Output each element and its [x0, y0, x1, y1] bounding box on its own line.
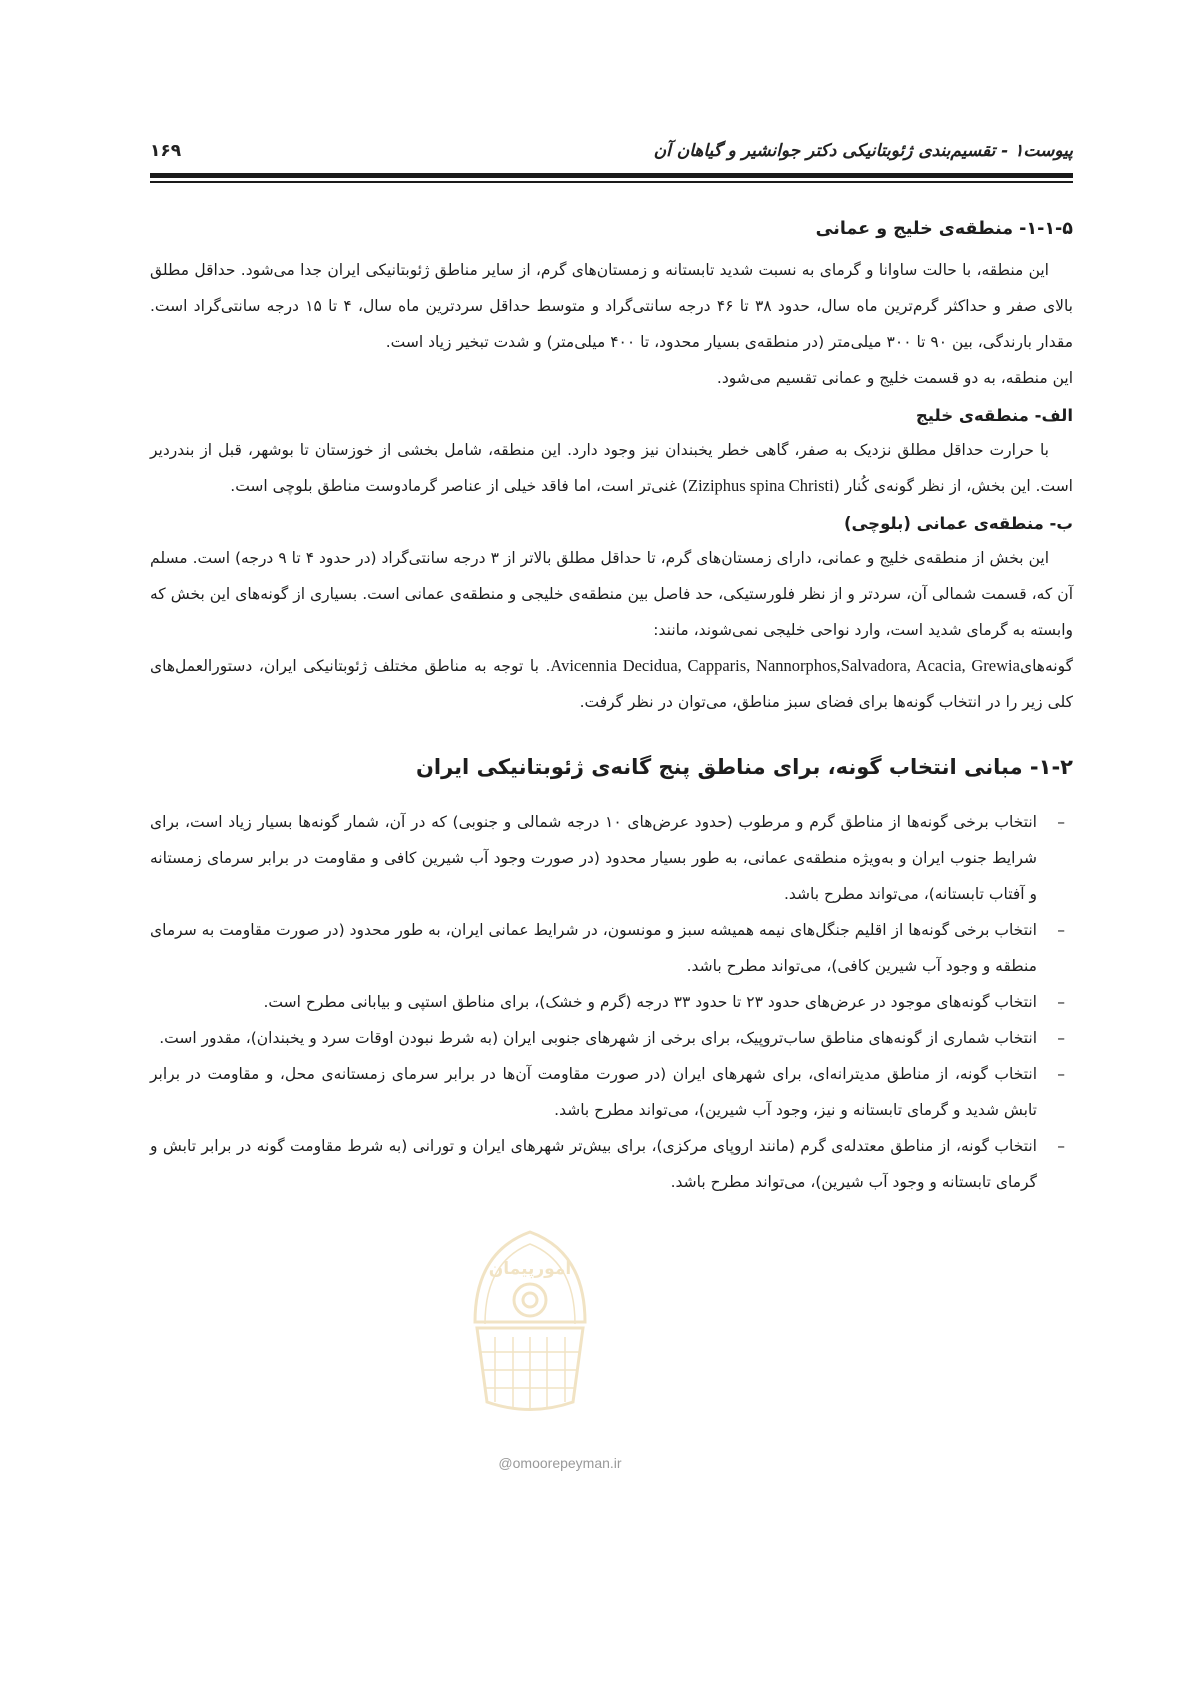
- list-item: [150, 912, 1073, 984]
- body-content: [150, 214, 1073, 1200]
- oman-species-prefix: گونه‌های: [1019, 657, 1073, 675]
- list-item-text: انتخاب برخی گونه‌ها از اقلیم جنگل‌های نیمه همیشه سبز و مونسون، در شرایط عمانی ایران، به طور محدود (در صورت مقاومت به سرمای منطقه و وجود آب شیرین کافی)، می‌تواند مطرح باشد.: [150, 921, 1037, 975]
- watermark-logo: [455, 1212, 605, 1422]
- header-rule-thick: [150, 173, 1073, 178]
- watermark-url: @omoorepeyman.ir: [498, 1455, 622, 1471]
- header-rule-thin: [150, 181, 1073, 183]
- oman-species-suffix: . با توجه به مناطق مختلف ژئوبتانیکی ایران، دستورالعمل‌های کلی زیر را در انتخاب گونه‌ها برای فضای سبز مناطق، می‌توان در نظر گرفت.: [150, 657, 1073, 711]
- list-item-text: انتخاب گونه، از مناطق معتدله‌ی گرم (مانند اروپای مرکزی)، برای بیش‌تر شهرهای ایران و تورانی (به شرط مقاومت گونه در برابر تابش و گرمای تابستانه و وجود آب شیرین)، می‌تواند مطرح باشد.: [150, 1137, 1037, 1191]
- gulf-text-before: با حرارت حداقل مطلق نزدیک به صفر، گاهی خطر یخبندان نیز وجود دارد. این منطقه، شامل بخشی از خوزستان تا بوشهر، قبل از بندردیر است. این بخش، از نظر گونه‌ی کُنار (: [150, 441, 1073, 495]
- subheading-gulf: الف- منطقه‌ی خلیج: [915, 406, 1073, 425]
- list-item: [150, 804, 1073, 912]
- list-item-text: انتخاب گونه، از مناطق مدیترانه‌ای، برای شهرهای ایران (در صورت مقاومت آن‌ها در برابر سرمای زمستانه‌ی محل، و مقاومت در برابر تابش شدید و گرمای تابستانه و نیز، وجود آب شیرین)، می‌تواند مطرح باشد.: [150, 1065, 1037, 1119]
- list-item: [150, 1056, 1073, 1128]
- oman-species-latin: Avicennia Decidua, Capparis, Nannorphos,Salvadora, Acacia, Grewia: [550, 656, 1020, 675]
- subheading-oman: ب- منطقه‌ی عمانی (بلوچی): [843, 514, 1073, 533]
- paragraph-gulf-oman-intro: این منطقه، با حالت ساوانا و گرمای به نسبت شدید تابستانه و زمستان‌های گرم، از سایر مناطق ژئوبتانیکی ایران جدا می‌شود. حداقل مطلق بالای صفر و حداکثر گرم‌ترین ماه سال، حدود ۳۸ تا ۴۶ درجه سانتی‌گراد و متوسط حداقل سردترین ماه سال، ۴ تا ۱۵ درجه سانتی‌گراد است. مقدار بارندگی، بین ۹۰ تا ۳۰۰ میلی‌متر (در منطقه‌ی بسیار محدود، تا ۴۰۰ میلی‌متر) و شدت تبخیر زیاد است.: [150, 261, 1073, 351]
- dash-bullet: –: [1057, 921, 1065, 939]
- list-item-text: انتخاب گونه‌های موجود در عرض‌های حدود ۲۳ تا حدود ۳۳ درجه (گرم و خشک)، برای مناطق استپی و بیابانی مطرح است.: [263, 993, 1037, 1011]
- dash-bullet: –: [1057, 1029, 1065, 1047]
- dash-bullet: –: [1057, 813, 1065, 831]
- list-item: [150, 984, 1073, 1020]
- gulf-latin-species: Ziziphus spina Christi: [687, 476, 834, 495]
- list-item: [150, 1128, 1073, 1200]
- gulf-text-after: ) غنی‌تر است، اما فاقد خیلی از عناصر گرمادوست مناطق بلوچی است.: [230, 477, 688, 495]
- list-item-text: انتخاب شماری از گونه‌های مناطق ساب‌تروپیک، برای برخی از شهرهای جنوبی ایران (به شرط نبودن اوقات سرد و یخبندان)، مقدور است.: [159, 1029, 1037, 1047]
- page-number: ۱۶۹: [150, 141, 182, 161]
- paragraph-oman: این بخش از منطقه‌ی خلیج و عمانی، دارای زمستان‌های گرم، تا حداقل مطلق بالاتر از ۳ درجه سانتی‌گراد (در حدود ۴ تا ۹ درجه) است. مسلم آن که، قسمت شمالی آن، سردتر و از نظر فلورستیکی، حد فاصل بین منطقه‌ی خلیجی و منطقه‌ی عمانی است. بسیاری از گونه‌های این بخش که وابسته به گرمای شدید است، وارد نواحی خلیجی نمی‌شوند، مانند:: [150, 549, 1073, 639]
- running-header-title: پیوست۱ - تقسیم‌بندی ژئوبتانیکی دکتر جوانشیر و گیاهان آن: [653, 141, 1073, 161]
- running-header: [150, 141, 1073, 171]
- watermark-logo-text: امورپیمان: [488, 1259, 572, 1279]
- section-heading-gulf-oman: ۱-۱-۵- منطقه‌ی خلیج و عمانی: [815, 219, 1073, 239]
- paragraph-oman-species: [150, 648, 1073, 720]
- dash-bullet: –: [1057, 993, 1065, 1011]
- selection-list: [150, 804, 1073, 1200]
- dash-bullet: –: [1057, 1065, 1065, 1083]
- paragraph-gulf: [150, 432, 1073, 504]
- list-item: [150, 1020, 1073, 1056]
- section-heading-species-selection: ۱-۲- مبانی انتخاب گونه، برای مناطق پنج گانه‌ی ژئوبتانیکی ایران: [415, 755, 1073, 779]
- paragraph-gulf-oman-division: این منطقه، به دو قسمت خلیج و عمانی تقسیم می‌شود.: [716, 369, 1073, 387]
- dash-bullet: –: [1057, 1137, 1065, 1155]
- list-item-text: انتخاب برخی گونه‌ها از مناطق گرم و مرطوب (حدود عرض‌های ۱۰ درجه شمالی و جنوبی) که در آن، شمار گونه‌ها بسیار زیاد است، برای شرایط جنوب ایران و به‌ویژه منطقه‌ی عمانی، به طور بسیار محدود (در صورت وجود آب شیرین کافی و مقاومت در برابر سرمای زمستانه و آفتاب تابستانه)، می‌تواند مطرح باشد.: [150, 813, 1037, 903]
